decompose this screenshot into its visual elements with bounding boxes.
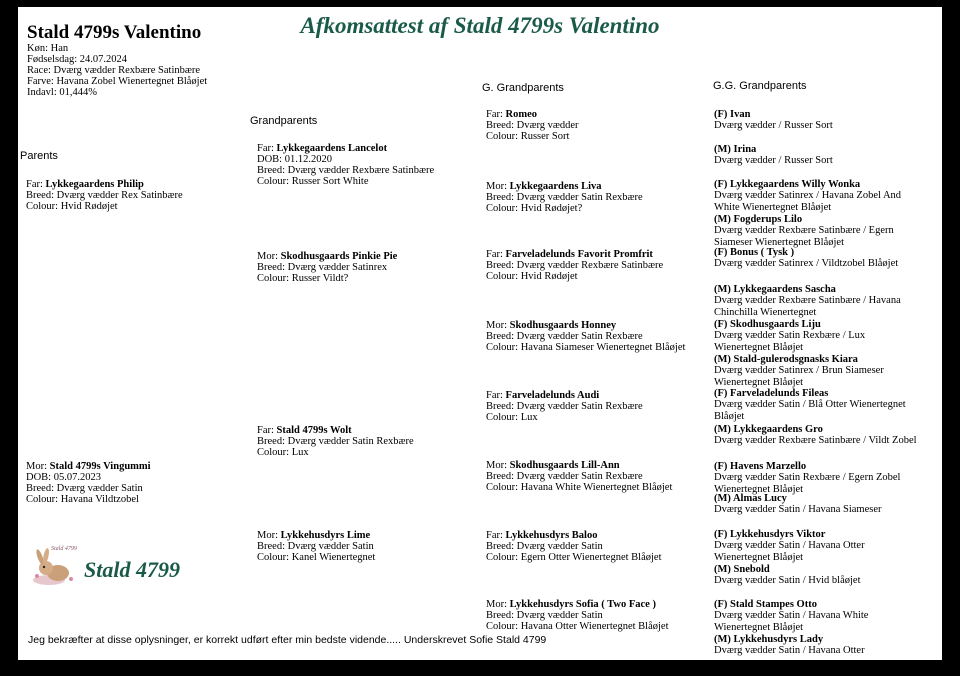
ancestor-detail: Breed: Dværg vædder Satinrex xyxy=(257,262,388,273)
signature-statement: Jeg bekræfter at disse oplysninger, er korrekt udført efter min bedste vidende..... Underskrevet Sofie Stald 4799 xyxy=(28,634,547,646)
parent-role: Far: xyxy=(26,179,43,190)
ancestor-detail: Colour: Hvid Rødøjet? xyxy=(486,203,583,214)
ancestor-entry xyxy=(714,388,906,422)
parent-role: Mor: xyxy=(486,181,507,192)
rabbit-logo xyxy=(31,546,77,588)
ancestor-entry xyxy=(714,564,861,587)
entry-name-line xyxy=(714,634,865,645)
entry-name-line xyxy=(714,354,884,365)
ancestor-detail: Dværg vædder Satin / Havana Otter xyxy=(714,540,865,552)
entry-name-line xyxy=(714,179,901,190)
entry-name-line xyxy=(714,461,900,472)
animal-sex: Køn: Han xyxy=(27,43,69,54)
parent-role: Mor: xyxy=(257,530,278,541)
ancestor-detail: Breed: Dværg vædder Satin Rexbære xyxy=(486,192,643,203)
logo-small-text: Stald 4799 xyxy=(51,546,77,552)
ancestor-detail: Wienertegnet Blåøjet xyxy=(714,621,804,633)
ancestor-entry xyxy=(714,529,865,563)
animal-inbreeding: Indavl: 01,444% xyxy=(27,87,97,98)
pedigree-entry xyxy=(486,109,579,142)
entry-name-line xyxy=(714,144,833,155)
ancestor-detail: Chinchilla Wienertegnet xyxy=(714,306,817,318)
ancestor-entry xyxy=(714,247,898,270)
ancestor-name: (M) Lykkegaardens Sascha xyxy=(714,284,836,295)
pedigree-entry xyxy=(486,460,672,493)
parent-role: Mor: xyxy=(486,320,507,331)
ancestor-detail: Dværg vædder Satinrex / Brun Siameser xyxy=(714,365,884,377)
ancestor-entry xyxy=(714,634,865,657)
entry-name-line xyxy=(714,247,898,258)
ancestor-detail: Dværg vædder Satin Rexbære / Lux xyxy=(714,330,866,342)
ancestor-detail: Breed: Dværg vædder Rexbære Satinbære xyxy=(257,165,435,176)
pedigree-entry xyxy=(257,251,397,284)
entry-name-line xyxy=(714,284,901,295)
ancestor-detail: Breed: Dværg vædder Satin xyxy=(486,541,603,552)
animal-color: Farve: Havana Zobel Wienertegnet Blåøjet xyxy=(27,76,208,87)
entry-name-line xyxy=(486,530,662,541)
ancestor-name: (F) Ivan xyxy=(714,109,751,120)
ancestor-name: (M) Fogderups Lilo xyxy=(714,214,803,225)
parent-role: Far: xyxy=(257,425,274,436)
ancestor-name: (M) Irina xyxy=(714,144,757,155)
ancestor-entry xyxy=(714,424,917,447)
entry-name-line xyxy=(257,425,414,436)
ancestor-detail: Dværg vædder Satin / Havana Otter xyxy=(714,645,865,657)
ancestor-name: (F) Farveladelunds Fileas xyxy=(714,388,829,399)
ancestor-detail: Dværg vædder Satin / Havana Siameser xyxy=(714,504,882,516)
pedigree-entry xyxy=(486,599,669,632)
ancestor-detail: Breed: Dværg vædder Satin Rexbære xyxy=(486,331,643,342)
ancestor-name: (F) Havens Marzello xyxy=(714,461,807,472)
entry-name-line xyxy=(714,493,881,504)
pedigree-entry xyxy=(257,425,414,458)
ancestor-detail: Dværg vædder Satinrex / Havana Zobel And xyxy=(714,190,902,202)
ancestor-entry xyxy=(714,493,881,516)
entry-name-line xyxy=(486,181,643,192)
ancestor-detail: Breed: Dværg vædder Satin Rexbære xyxy=(486,401,643,412)
ancestor-detail: Dværg vædder Rexbære Satinbære / Havana xyxy=(714,295,901,307)
parent-role: Far: xyxy=(486,390,503,401)
certificate-page xyxy=(18,7,942,660)
ancestor-detail: Wienertegnet Blåøjet xyxy=(714,376,804,388)
ancestor-name: (M) Snebold xyxy=(714,564,770,575)
entry-name-line xyxy=(486,320,685,331)
entry-name-line xyxy=(714,529,865,540)
rabbit-icon xyxy=(31,546,77,588)
ancestor-detail: Dværg vædder Satin / Blå Otter Wienertegnet xyxy=(714,399,906,411)
ancestor-detail: Dværg vædder / Russer Sort xyxy=(714,155,833,167)
entry-name-line xyxy=(26,179,183,190)
ancestor-name: Lykkehusdyrs Lime xyxy=(280,530,371,541)
ancestor-entry xyxy=(714,354,884,388)
ancestor-detail: Breed: Dværg vædder Satin xyxy=(26,483,143,494)
ancestor-detail: Colour: Lux xyxy=(486,412,538,423)
entry-name-line xyxy=(714,109,833,120)
ancestor-detail: Colour: Russer Sort xyxy=(486,131,570,142)
header-gg-grandparents: G.G. Grandparents xyxy=(713,80,807,92)
animal-race: Race: Dværg vædder Rexbære Satinbære xyxy=(27,65,201,76)
ancestor-name: Skodhusgaards Honney xyxy=(509,320,617,331)
entry-name-line xyxy=(714,214,894,225)
ancestor-detail: Colour: Havana Vildtzobel xyxy=(26,494,139,505)
ancestor-name: Romeo xyxy=(505,109,538,120)
ancestor-name: Lykkegaardens Lancelot xyxy=(276,143,388,154)
ancestor-detail: Colour: Russer Vildt? xyxy=(257,273,349,284)
ancestor-detail: Dværg vædder Rexbære Satinbære / Egern xyxy=(714,225,894,237)
ancestor-name: Lykkehusdyrs Sofia ( Two Face ) xyxy=(509,599,656,610)
entry-name-line xyxy=(714,319,865,330)
parent-role: Far: xyxy=(486,530,503,541)
ancestor-detail: Siameser Wienertegnet Blåøjet xyxy=(714,236,845,248)
ancestor-detail: White Wienertegnet Blåøjet xyxy=(714,201,832,213)
pedigree-entry xyxy=(486,320,685,353)
ancestor-entry xyxy=(714,109,833,132)
ancestor-name: (M) Lykkehusdyrs Lady xyxy=(714,634,824,645)
ancestor-entry xyxy=(714,144,833,167)
ancestor-detail: Colour: Havana White Wienertegnet Blåøjet xyxy=(486,482,673,493)
entry-name-line xyxy=(714,599,868,610)
entry-name-line xyxy=(486,599,669,610)
ancestor-detail: Colour: Hvid Rødøjet xyxy=(486,271,578,282)
entry-name-line xyxy=(486,390,643,401)
ancestor-detail: Wienertegnet Blåøjet xyxy=(714,551,804,563)
ancestor-name: (F) Skodhusgaards Liju xyxy=(714,319,821,330)
ancestor-detail: Colour: Russer Sort White xyxy=(257,176,369,187)
entry-name-line xyxy=(257,143,434,154)
ancestor-detail: Breed: Dværg vædder Rex Satinbære xyxy=(26,190,183,201)
logo-text: Stald 4799 xyxy=(84,557,180,582)
ancestor-detail: DOB: 05.07.2023 xyxy=(26,472,101,483)
ancestor-name: (F) Bonus ( Tysk ) xyxy=(714,247,795,258)
ancestor-detail: Colour: Havana Otter Wienertegnet Blåøjet xyxy=(486,621,669,632)
ancestor-entry xyxy=(714,319,865,353)
ancestor-detail: Breed: Dværg vædder Satin Rexbære xyxy=(257,436,414,447)
ancestor-detail: Dværg vædder Satinrex / Vildtzobel Blåøjet xyxy=(714,258,899,270)
entry-name-line xyxy=(486,249,663,260)
entry-name-line xyxy=(26,461,151,472)
parent-role: Mor: xyxy=(257,251,278,262)
ancestor-detail: Colour: Lux xyxy=(257,447,309,458)
ancestor-entry xyxy=(714,179,901,213)
ancestor-name: Farveladelunds Favorit Promfrit xyxy=(505,249,653,260)
entry-name-line xyxy=(257,251,397,262)
pedigree-entry xyxy=(486,530,662,563)
ancestor-detail: Dværg vædder Satin / Havana White xyxy=(714,610,869,622)
ancestor-entry xyxy=(714,461,900,495)
pedigree-entry xyxy=(486,249,663,282)
ancestor-name: Lykkegaardens Liva xyxy=(509,181,602,192)
pedigree-entry xyxy=(486,181,643,214)
animal-name: Stald 4799s Valentino xyxy=(27,22,202,43)
entry-name-line xyxy=(714,564,861,575)
ancestor-detail: Dværg vædder Satin Rexbære / Egern Zobel xyxy=(714,472,901,484)
header-grandparents: Grandparents xyxy=(250,115,318,127)
ancestor-detail: Colour: Hvid Rødøjet xyxy=(26,201,118,212)
ancestor-name: (F) Stald Stampes Otto xyxy=(714,599,817,610)
header-g-grandparents: G. Grandparents xyxy=(482,82,564,94)
ancestor-name: (M) Lykkegaardens Gro xyxy=(714,424,823,435)
entry-name-line xyxy=(486,460,672,471)
ancestor-detail: Dværg vædder / Russer Sort xyxy=(714,120,833,132)
ancestor-name: Lykkegaardens Philip xyxy=(45,179,144,190)
parent-role: Mor: xyxy=(486,460,507,471)
ancestor-entry xyxy=(714,214,894,248)
ancestor-name: (M) Almas Lucy xyxy=(714,493,787,504)
parent-role: Far: xyxy=(257,143,274,154)
certificate-title: Afkomsattest af Stald 4799s Valentino xyxy=(300,13,660,38)
pedigree-entry xyxy=(486,390,643,423)
ancestor-detail: Breed: Dværg vædder Satin Rexbære xyxy=(486,471,643,482)
ancestor-detail: Breed: Dværg vædder xyxy=(486,120,579,131)
entry-name-line xyxy=(714,424,917,435)
ancestor-detail: Breed: Dværg vædder Satin xyxy=(257,541,374,552)
entry-name-line xyxy=(486,109,579,120)
ancestor-name: Stald 4799s Vingummi xyxy=(49,461,151,472)
pedigree-entry xyxy=(257,143,434,187)
ancestor-detail: DOB: 01.12.2020 xyxy=(257,154,332,165)
parent-role: Far: xyxy=(486,109,503,120)
ancestor-detail: Breed: Dværg vædder Satin xyxy=(486,610,603,621)
header-parents: Parents xyxy=(20,150,58,162)
parent-role: Mor: xyxy=(26,461,47,472)
pedigree-entry xyxy=(26,461,151,505)
ancestor-name: Lykkehusdyrs Baloo xyxy=(505,530,598,541)
animal-birth: Fødselsdag: 24.07.2024 xyxy=(27,54,128,65)
ancestor-name: Farveladelunds Audi xyxy=(505,390,600,401)
pedigree-entry xyxy=(257,530,375,563)
ancestor-name: (M) Stald-gulerodsgnasks Kiara xyxy=(714,354,858,365)
ancestor-detail: Dværg vædder Rexbære Satinbære / Vildt Zobel xyxy=(714,435,917,447)
ancestor-entry xyxy=(714,599,868,633)
ancestor-name: (F) Lykkegaardens Willy Wonka xyxy=(714,179,861,190)
entry-name-line xyxy=(257,530,375,541)
entry-name-line xyxy=(714,388,906,399)
ancestor-detail: Blåøjet xyxy=(714,410,745,422)
parent-role: Far: xyxy=(486,249,503,260)
ancestor-name: Stald 4799s Wolt xyxy=(276,425,352,436)
ancestor-detail: Wienertegnet Blåøjet xyxy=(714,341,804,353)
ancestor-detail: Colour: Kanel Wienertegnet xyxy=(257,552,376,563)
ancestor-name: Skodhusgaards Lill-Ann xyxy=(509,460,620,471)
ancestor-detail: Dværg vædder Satin / Hvid blåøjet xyxy=(714,575,861,587)
ancestor-name: (F) Lykkehusdyrs Viktor xyxy=(714,529,826,540)
ancestor-detail: Breed: Dværg vædder Rexbære Satinbære xyxy=(486,260,664,271)
ancestor-detail: Colour: Havana Siameser Wienertegnet Blåøjet xyxy=(486,342,686,353)
pedigree-entry xyxy=(26,179,183,212)
parent-role: Mor: xyxy=(486,599,507,610)
ancestor-name: Skodhusgaards Pinkie Pie xyxy=(280,251,398,262)
ancestor-entry xyxy=(714,284,901,318)
ancestor-detail: Colour: Egern Otter Wienertegnet Blåøjet xyxy=(486,552,662,563)
ancestor-detail: Wienertegnet Blåøjet xyxy=(714,483,804,495)
